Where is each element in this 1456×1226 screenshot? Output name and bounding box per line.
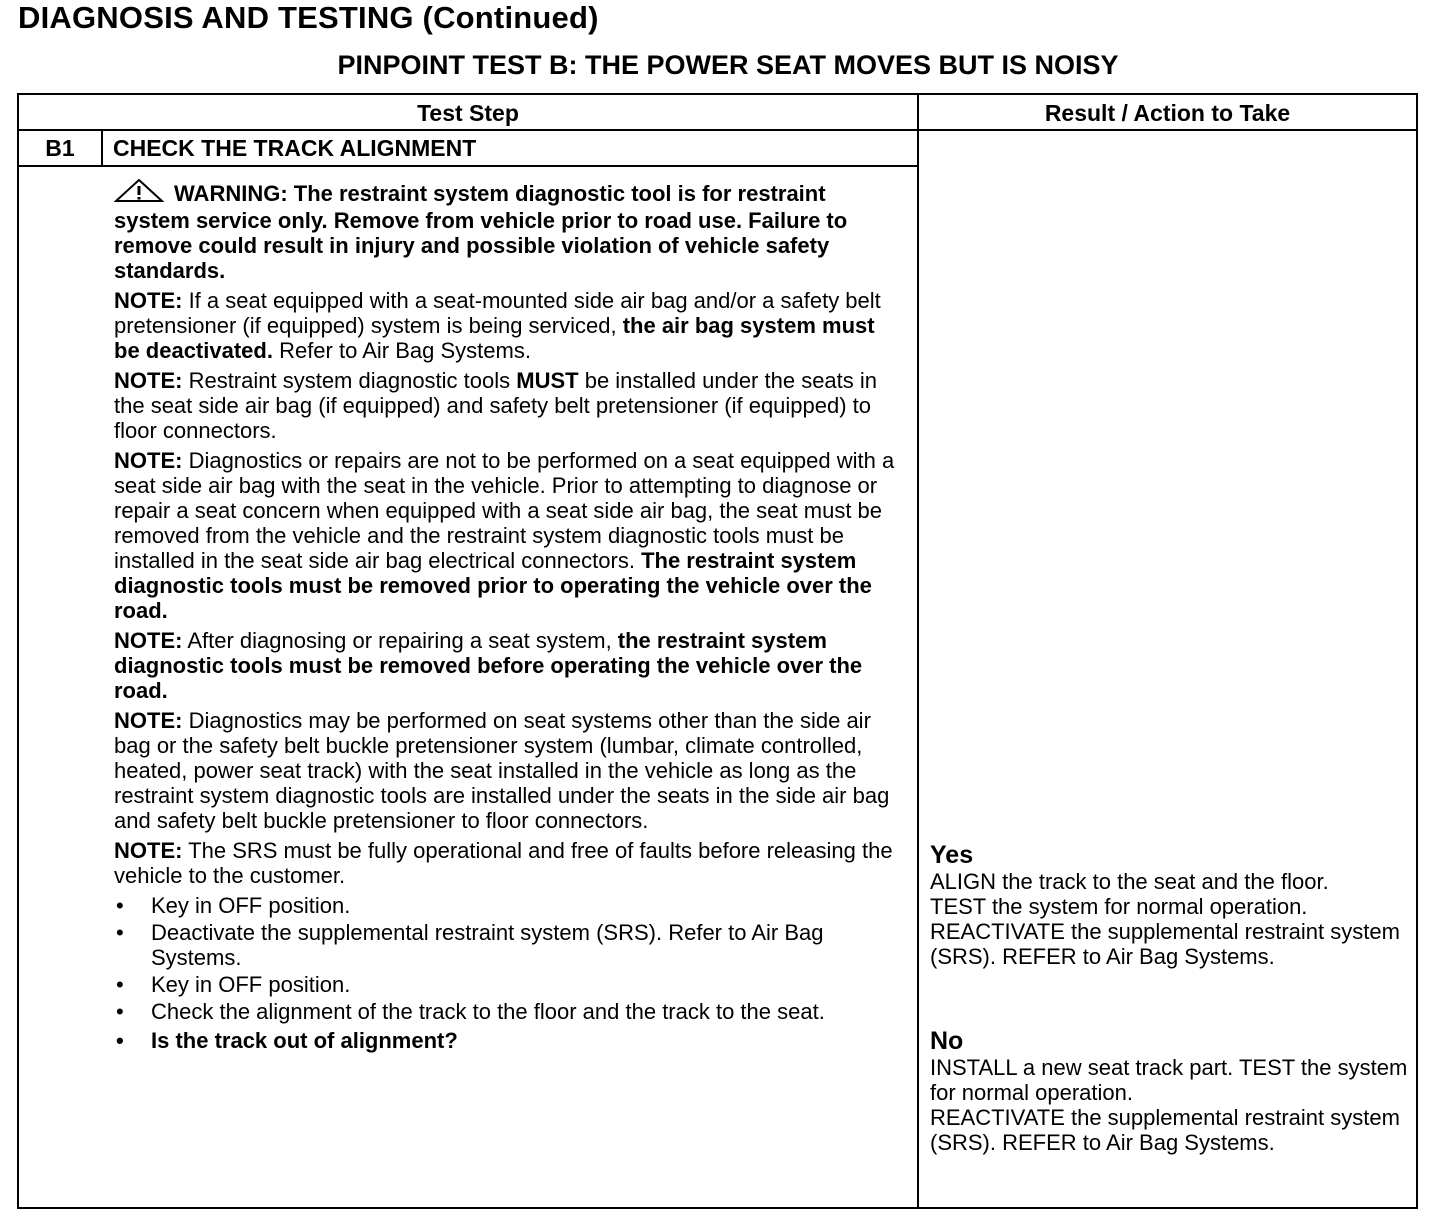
step-text: Key in OFF position. xyxy=(151,893,351,918)
list-item xyxy=(114,999,904,1024)
step-text: Key in OFF position. xyxy=(151,972,351,997)
bullet: • xyxy=(116,999,124,1024)
question-text: Is the track out of alignment? xyxy=(151,1028,458,1053)
step-id: B1 xyxy=(45,135,75,161)
step-text: Check the alignment of the track to the floor and the track to the seat. xyxy=(151,999,825,1024)
step-id-divider xyxy=(101,131,103,166)
note-text: Refer to Air Bag Systems. xyxy=(272,338,531,363)
section-heading: DIAGNOSIS AND TESTING (Continued) xyxy=(18,0,599,35)
note-text: be installed under the seats in the seat side air bag (if equipped) and safety belt pretensioner (if equipped) to floor connectors. xyxy=(114,368,878,443)
result-yes-label: Yes xyxy=(930,841,974,869)
note-label: NOTE: xyxy=(114,448,183,473)
bullet: • xyxy=(116,893,124,918)
result-no-label: No xyxy=(930,1027,964,1055)
list-item xyxy=(114,972,904,997)
note-label: NOTE: xyxy=(114,708,183,733)
result-yes xyxy=(930,841,1415,969)
note-label: NOTE: xyxy=(114,838,183,863)
note-label: NOTE: xyxy=(114,288,183,313)
warning-text: WARNING: The restraint system diagnostic tool is for restraint system service only. Remove from vehicle prior to road use. Failure to remove could result in injury and possible violation of vehicle safety standards. xyxy=(114,181,848,283)
result-line: REACTIVATE the supplemental restraint system (SRS). REFER to Air Bag Systems. xyxy=(930,919,1400,969)
note-paragraph xyxy=(114,448,904,623)
note-emphasis: the restraint system diagnostic tools must be removed before operating the vehicle over the road. xyxy=(114,628,863,703)
column-header-result: Result / Action to Take xyxy=(1044,100,1291,126)
result-line: INSTALL a new seat track part. TEST the system for normal operation. xyxy=(930,1055,1408,1105)
list-item xyxy=(114,920,904,970)
note-text: The SRS must be fully operational and free of faults before releasing the vehicle to the customer. xyxy=(114,838,893,888)
step-list xyxy=(114,893,904,1053)
step-title: CHECK THE TRACK ALIGNMENT xyxy=(113,135,477,161)
bullet: • xyxy=(116,920,124,945)
column-header-test-step: Test Step xyxy=(417,100,519,126)
note-paragraph xyxy=(114,288,904,363)
result-line: TEST the system for normal operation. xyxy=(930,894,1308,919)
step-title-divider xyxy=(19,165,917,167)
note-paragraph xyxy=(114,368,904,443)
note-emphasis: the air bag system must be deactivated. xyxy=(114,313,875,363)
list-item xyxy=(114,893,904,918)
note-paragraph xyxy=(114,708,904,833)
test-step-content xyxy=(114,179,904,1055)
bullet: • xyxy=(116,1028,124,1053)
note-text: After diagnosing or repairing a seat system, xyxy=(182,628,618,653)
note-text: Diagnostics or repairs are not to be performed on a seat equipped with a seat side air bag with the seat in the vehicle. Prior to attempting to diagnose or repair a seat concern when equipped with a seat side air bag, the seat must be removed from the vehicle and the restraint system diagnostic tools must be installed in the seat side air bag electrical connectors. xyxy=(114,448,895,573)
column-divider xyxy=(917,95,919,1207)
note-text: If a seat equipped with a seat-mounted side air bag and/or a safety belt pretensioner (if equipped) system is being serviced, xyxy=(114,288,881,338)
result-line: ALIGN the track to the seat and the floor. xyxy=(930,869,1329,894)
step-text: Deactivate the supplemental restraint system (SRS). Refer to Air Bag Systems. xyxy=(151,920,824,970)
note-paragraph xyxy=(114,838,904,888)
note-text: Restraint system diagnostic tools xyxy=(182,368,517,393)
pinpoint-test-title: PINPOINT TEST B: THE POWER SEAT MOVES BUT IS NOISY xyxy=(337,50,1119,80)
result-no xyxy=(930,1027,1415,1155)
note-emphasis: The restraint system diagnostic tools must be removed prior to operating the vehicle over the road. xyxy=(114,548,872,623)
pinpoint-test-table xyxy=(17,93,1418,1209)
warning-triangle-icon xyxy=(114,179,164,208)
warning-paragraph xyxy=(114,179,904,283)
note-label: NOTE: xyxy=(114,628,183,653)
note-text: Diagnostics may be performed on seat systems other than the side air bag or the safety belt buckle pretensioner system (lumbar, climate controlled, heated, power seat track) with the seat installed in the vehicle as long as the restraint system diagnostic tools are installed under the seats in the side air bag and safety belt buckle pretensioner to floor connectors. xyxy=(114,708,890,833)
note-emphasis: MUST xyxy=(516,368,579,393)
header-divider xyxy=(19,129,1416,131)
note-label: NOTE: xyxy=(114,368,183,393)
result-line: REACTIVATE the supplemental restraint system (SRS). REFER to Air Bag Systems. xyxy=(930,1105,1400,1155)
bullet: • xyxy=(116,972,124,997)
note-paragraph xyxy=(114,628,904,703)
question-item xyxy=(114,1028,904,1053)
